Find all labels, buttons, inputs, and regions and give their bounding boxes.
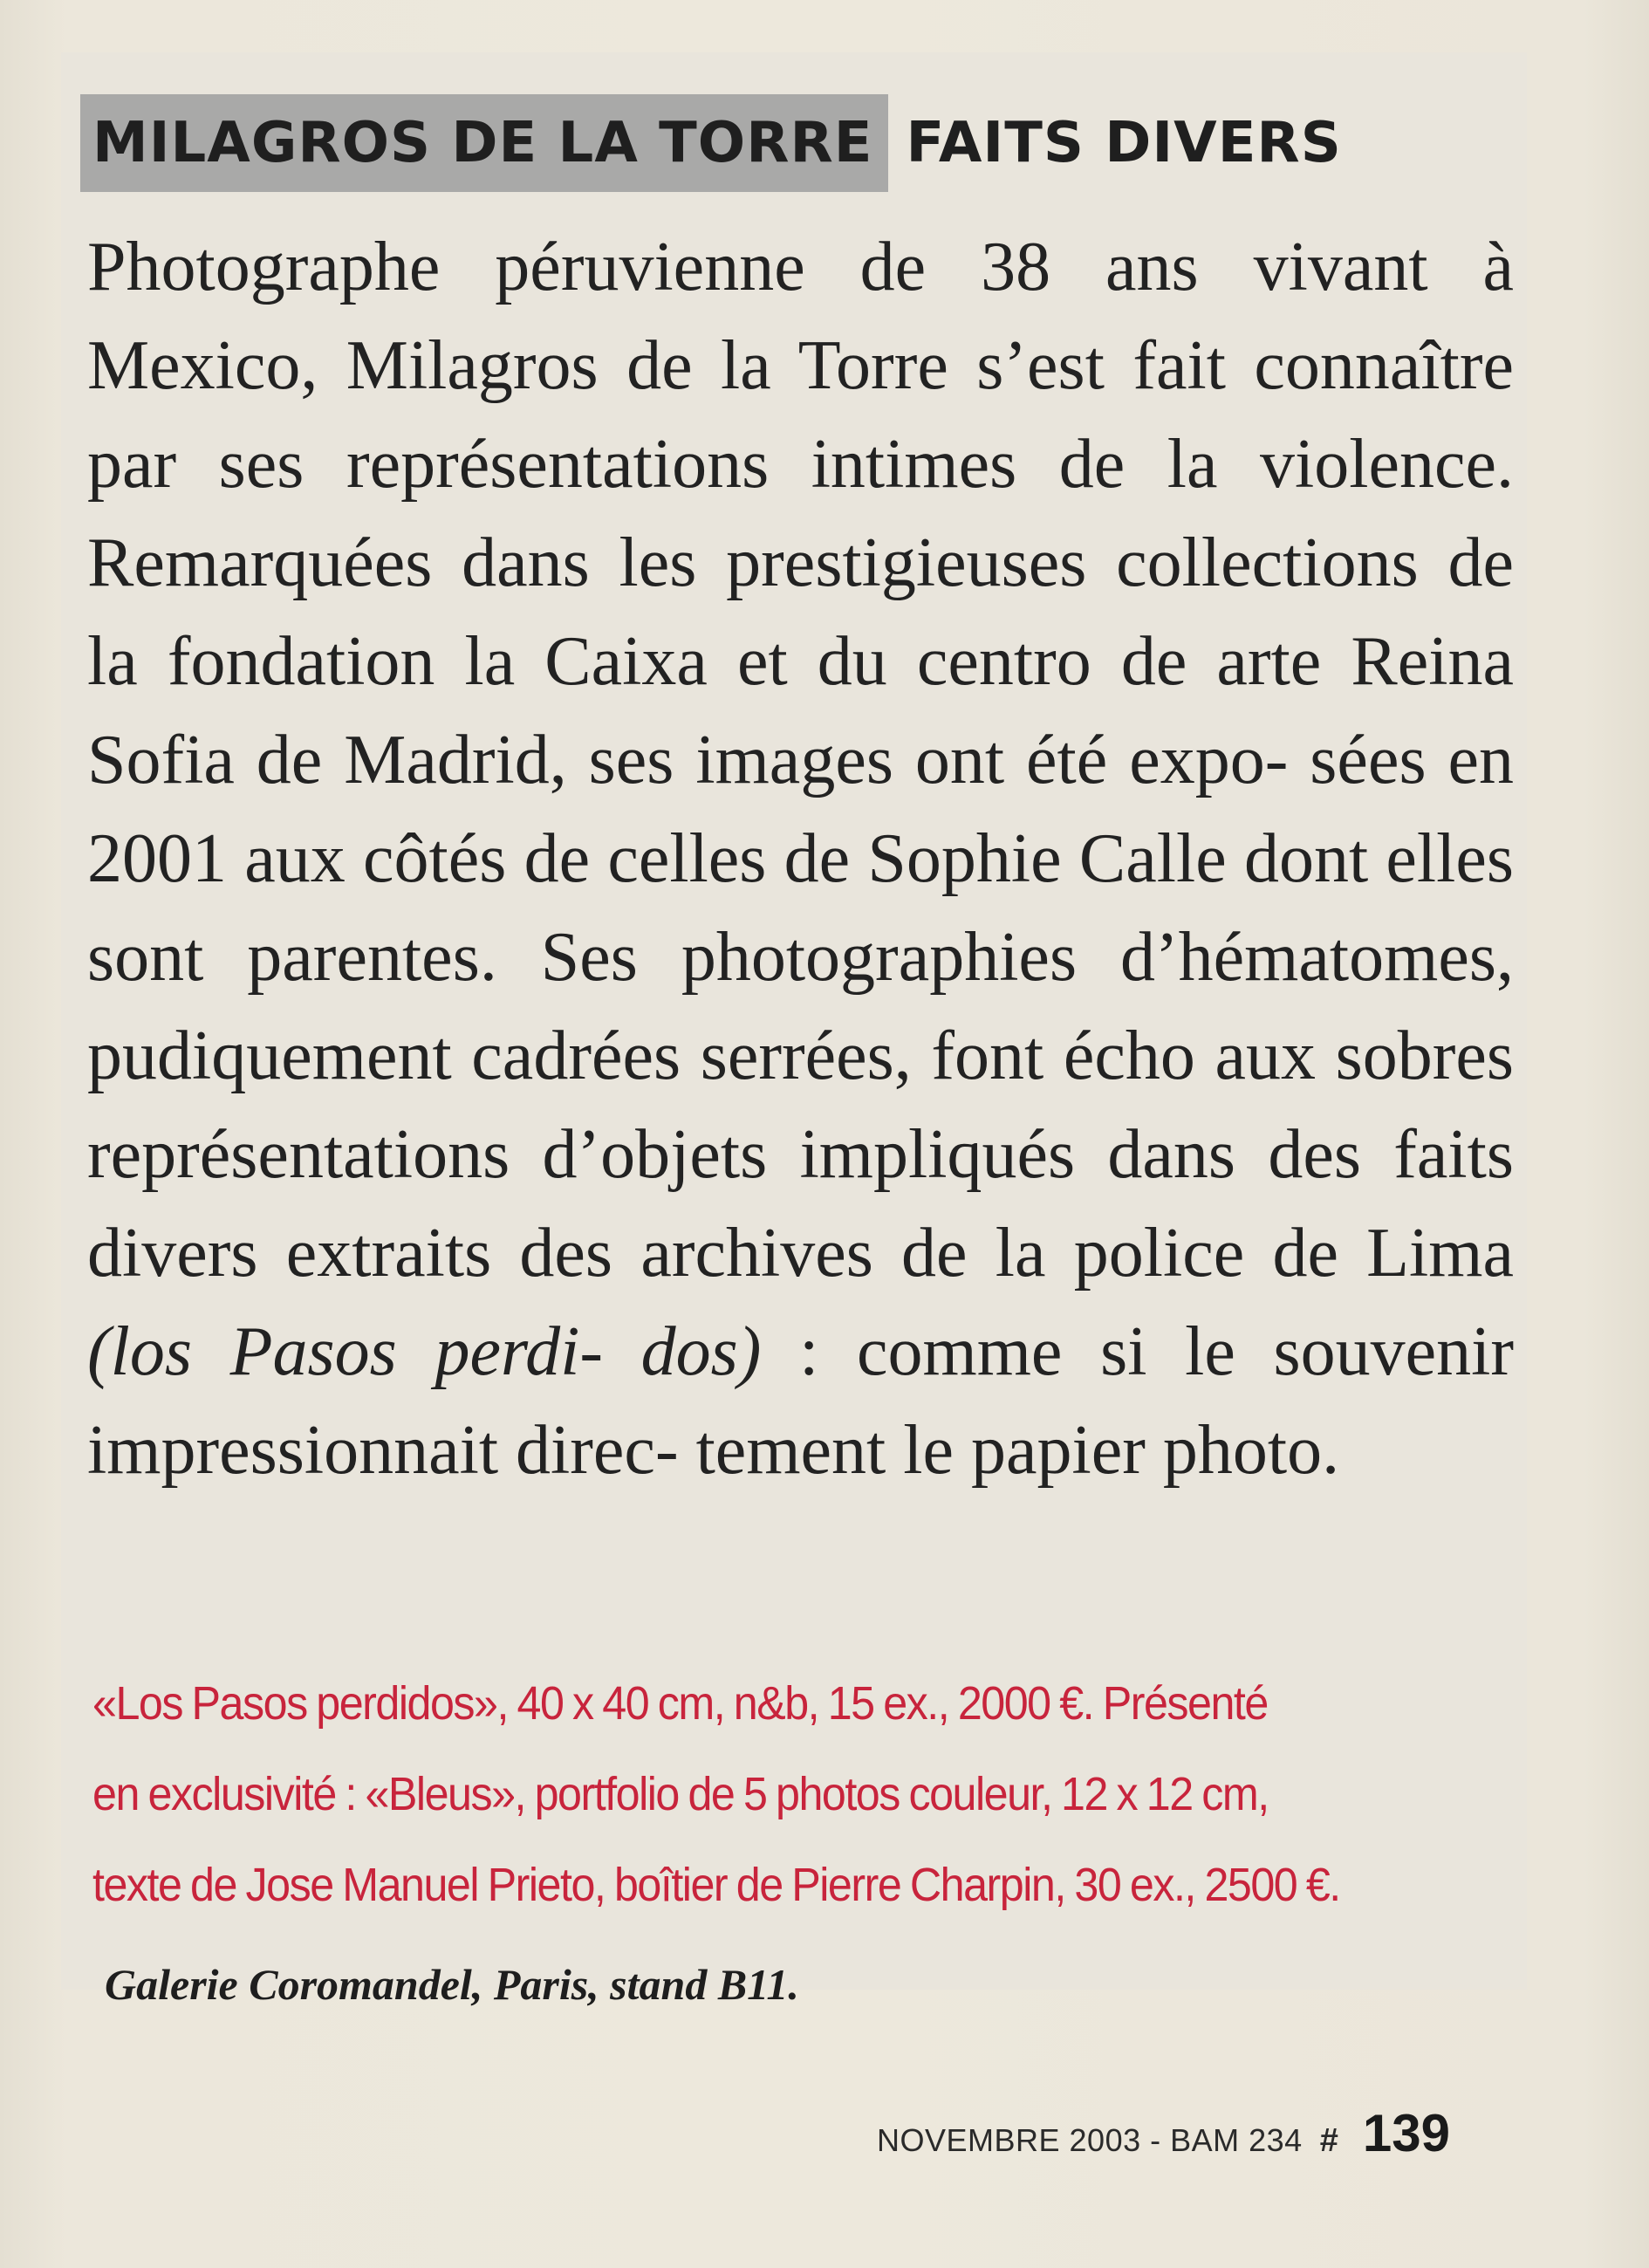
body-line: Photographe péruvienne de 38 ans vivant à <box>87 229 1514 305</box>
body-line: sées en 2001 aux côtés de celles de Sophie Calle <box>87 722 1515 897</box>
body-line: archives de la police de Lima <box>640 1215 1515 1292</box>
series-title-italic-end: dos) <box>640 1313 762 1390</box>
body-line: Remarquées dans les prestigieuses collections <box>87 524 1419 601</box>
article-rubric: FAITS DIVERS <box>906 111 1342 175</box>
issue-info: NOVEMBRE 2003 - BAM 234 <box>877 2122 1303 2158</box>
body-line: Reina Sofia de Madrid, ses images ont été expo- <box>87 623 1514 798</box>
body-colon: : <box>761 1313 857 1390</box>
page-number: 139 <box>1362 2104 1450 2162</box>
body-line: impliqués dans des faits divers extraits des <box>87 1116 1515 1292</box>
body-line: d’hématomes, pudiquement cadrées serrées, <box>87 919 1514 1094</box>
body-line: comme si le souvenir impressionnait direc- <box>87 1313 1515 1489</box>
body-line: tement le papier photo. <box>695 1412 1340 1489</box>
series-title-italic: (los Pasos perdi- <box>87 1313 603 1390</box>
body-line: dont elles sont parentes. Ses photographies <box>87 820 1514 996</box>
page-footer <box>877 2103 1450 2163</box>
credit-line: «Los Pasos perdidos», 40 x 40 cm, n&b, 15 ex., 2000 €. Présenté <box>92 1677 1268 1730</box>
article-headline <box>80 94 1342 192</box>
article-body <box>87 218 1514 1500</box>
artwork-credits <box>92 1658 1407 1930</box>
body-line: de la fondation la Caixa et du centro de arte <box>87 524 1515 700</box>
credit-line: texte de Jose Manuel Prieto, boîtier de Pierre Charpin, 30 ex., 2500 €. <box>92 1859 1340 1911</box>
body-line: Mexico, Milagros de la Torre s’est fait connaître <box>87 327 1514 404</box>
gallery-info: Galerie Coromandel, Paris, stand B11. <box>105 1960 799 2009</box>
artist-name: MILAGROS DE LA TORRE <box>80 94 888 192</box>
credit-line: en exclusivité : «Bleus», portfolio de 5 photos couleur, 12 x 12 cm, <box>92 1768 1269 1820</box>
body-line: font écho aux sobres représentations d’objets <box>87 1018 1514 1193</box>
hash-symbol: # <box>1319 2122 1338 2159</box>
body-line: par ses représentations intimes de la violence. <box>87 426 1514 503</box>
